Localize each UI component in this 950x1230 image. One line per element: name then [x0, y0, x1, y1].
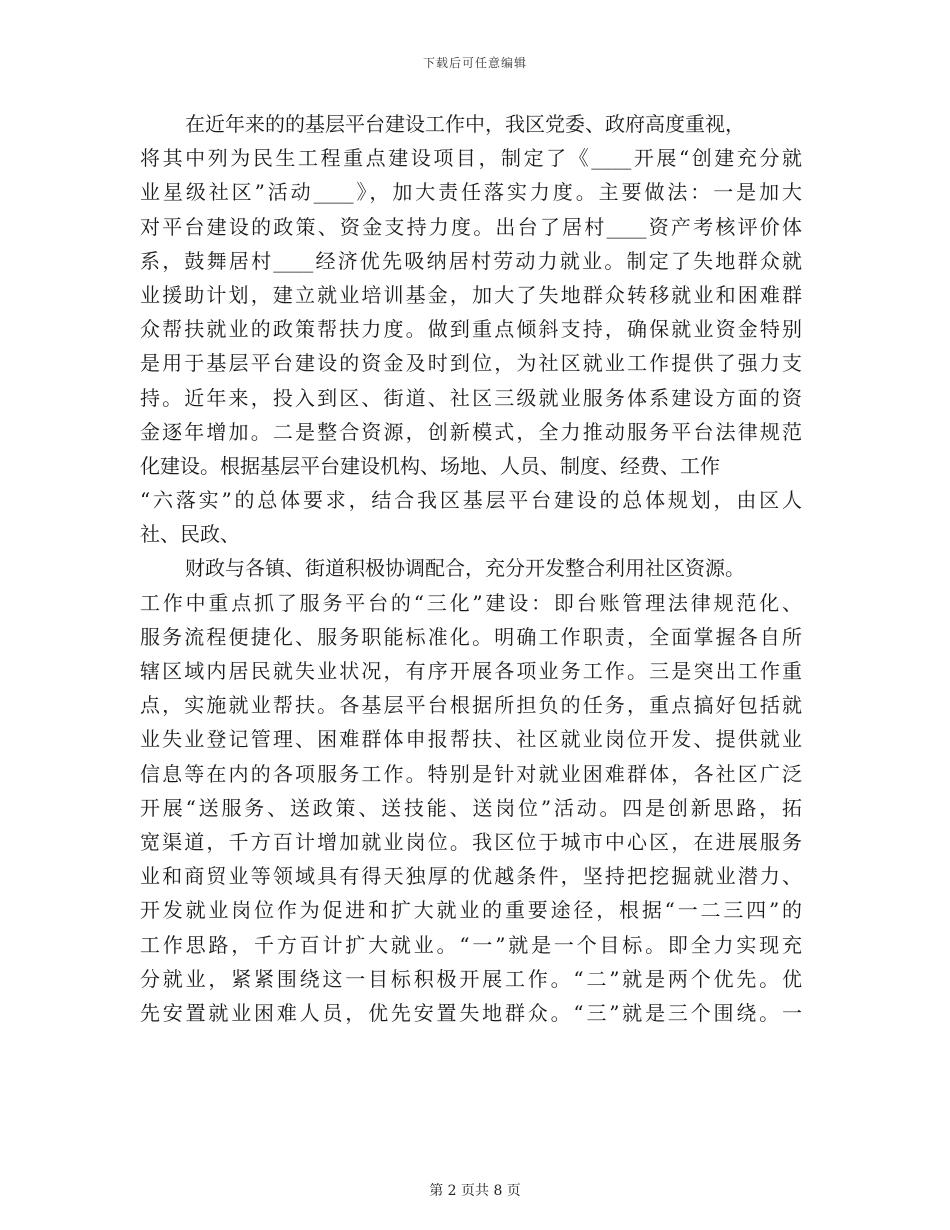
text-line: 对平台建设的政策、资金支持力度。出台了居村____资产考核评价体 [140, 214, 802, 239]
text-line: 服务流程便捷化、服务职能标准化。明确工作职责，全面掌握各自所 [140, 624, 802, 649]
text-line: 辖区域内居民就失业状况，有序开展各项业务工作。三是突出工作重 [140, 659, 802, 683]
text-line: 社、民政、 [140, 522, 240, 547]
text-line: 将其中列为民生工程重点建设项目，制定了《____开展“创建充分就 [140, 146, 802, 171]
text-line: 分就业，紧紧围绕这一目标积极开展工作。“二”就是两个优先。优 [140, 966, 802, 991]
text-line: 系，鼓舞居村____经济优先吸纳居村劳动力就业。制定了失地群众就 [140, 248, 802, 273]
page-header: 下载后可任意编辑 [422, 56, 527, 70]
text-line: 财政与各镇、街道积极协调配合，充分开发整合利用社区资源。 [185, 556, 745, 581]
text-line: 众帮扶就业的政策帮扶力度。做到重点倾斜支持，确保就业资金特别 [140, 317, 802, 342]
text-line: 先安置就业困难人员，优先安置失地群众。“三”就是三个围绕。一 [140, 1000, 802, 1025]
text-line: 在近年来的的基层平台建设工作中，我区党委、政府高度重视， [185, 112, 745, 136]
text-line: 业星级社区”活动____》，加大责任落实力度。主要做法：一是加大 [140, 180, 802, 205]
page-number: 第 2 页共 8 页 [429, 1183, 521, 1199]
text-line: “六落实”的总体要求，结合我区基层平台建设的总体规划，由区人 [140, 488, 802, 513]
text-line: 宽渠道，千方百计增加就业岗位。我区位于城市中心区，在进展服务 [140, 829, 802, 854]
text-line: 工作中重点抓了服务平台的“三化”建设：即台账管理法律规范化、 [140, 590, 802, 615]
text-line: 化建设。根据基层平台建设机构、场地、人员、制度、经费、工作 [140, 453, 720, 478]
text-line: 持。近年来，投入到区、街道、社区三级就业服务体系建设方面的资 [140, 385, 802, 410]
text-line: 业失业登记管理、困难群体申报帮扶、社区就业岗位开发、提供就业 [140, 727, 802, 752]
text-line: 是用于基层平台建设的资金及时到位，为社区就业工作提供了强力支 [140, 351, 802, 376]
document-body [140, 107, 802, 1030]
text-line: 业和商贸业等领域具有得天独厚的优越条件，坚持把挖掘就业潜力、 [140, 864, 802, 889]
text-line: 业援助计划，建立就业培训基金，加大了失地群众转移就业和困难群 [140, 282, 802, 307]
text-line: 开展“送服务、送政策、送技能、送岗位”活动。四是创新思路，拓 [140, 795, 802, 820]
text-line: 开发就业岗位作为促进和扩大就业的重要途径，根据“一二三四”的 [140, 898, 802, 923]
text-line: 点，实施就业帮扶。各基层平台根据所担负的任务，重点搞好包括就 [140, 693, 802, 718]
text-line: 工作思路，千方百计扩大就业。“一”就是一个目标。即全力实现充 [140, 932, 802, 957]
text-line: 金逐年增加。二是整合资源，创新模式，全力推动服务平台法律规范 [140, 419, 802, 444]
text-line: 信息等在内的各项服务工作。特别是针对就业困难群体，各社区广泛 [140, 761, 802, 786]
